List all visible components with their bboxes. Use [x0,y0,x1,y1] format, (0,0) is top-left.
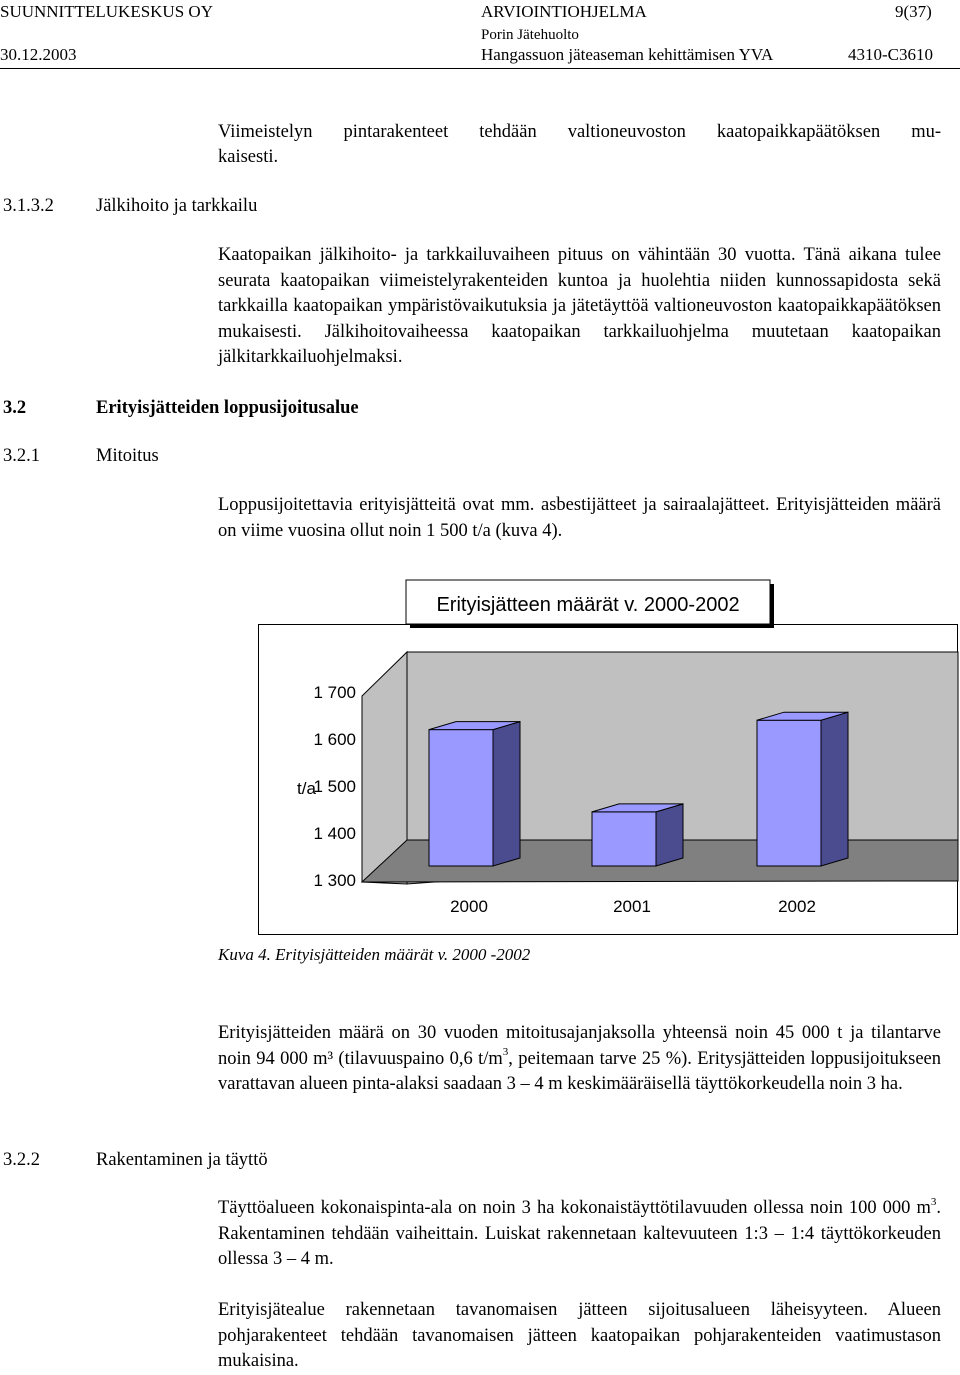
x-tick-label: 2002 [778,897,816,916]
paragraph-321: Loppusijoitettavia erityisjätteitä ovat mm. asbestijätteet ja sairaalajätteet. Erityisjätteiden määrä on viime vuosina ollut noin 1 500 t/a (kuva 4). [218,495,941,541]
header-project: Hangassuon jäteaseman kehittämisen YVA [481,45,774,64]
bar-chart [258,576,960,938]
section-number-322: 3.2.2 [3,1150,40,1170]
header-client: Porin Jätehuolto [481,27,579,43]
bar-2000 [429,730,493,866]
section-number-321: 3.2.1 [3,446,40,466]
superscript: 3 [502,1046,509,1059]
header-date: 30.12.2003 [0,45,77,64]
y-tick-label: 1 300 [313,871,356,890]
bar-2001 [592,812,656,866]
section-number-3132: 3.1.3.2 [3,196,54,216]
section-number-32: 3.2 [3,398,27,418]
chart-title: Erityisjätteen määrät v. 2000-2002 [436,594,740,616]
x-tick-label: 2001 [613,897,651,916]
y-tick-label: 1 700 [313,683,356,702]
section-title-322: Rakentaminen ja täyttö [96,1150,268,1170]
y-axis-label: t/a [297,779,316,798]
header-doc-type: ARVIOINTIOHJELMA [481,2,647,21]
bar-side-2002 [821,712,848,866]
header-page: 9(37) [895,2,932,21]
bar-2002 [757,720,821,866]
bar-side-2001 [656,804,683,866]
x-tick-label: 2000 [450,897,488,916]
y-tick-label: 1 500 [313,777,356,796]
paragraph-322-1-text-end: . Rakentaminen tehdään vaiheittain. Luiskat rakennetaan kaltevuuteen 1:3 – 1:4 täyttökorkeuden ollessa 3 – 4 m. [218,1198,941,1269]
y-tick-label: 1 400 [313,824,356,843]
y-tick-label: 1 600 [313,730,356,749]
paragraph-321-dimensioning-text: Erityisjätteiden määrä on 30 vuoden mitoitusajanjaksolla yhteensä noin 45 000 t ja tilantarve noin 94 000 m³ (tilavuuspaino 0,6 t/m [218,1023,941,1069]
intro-line-2: kaisesti. [218,147,279,167]
header-rule [0,68,960,69]
header-company: SUUNNITTELUKESKUS OY [0,2,213,21]
paragraph-322-1-text: Täyttöalueen kokonaispinta-ala on noin 3 ha kokonaistäyttötilavuuden ollessa noin 100 000 m [218,1198,931,1218]
header-project-code: 4310-C3610 [848,45,933,64]
section-title-32: Erityisjätteiden loppusijoitusalue [96,398,359,418]
section-title-3132: Jälkihoito ja tarkkailu [96,196,258,216]
superscript: 3 [930,1195,937,1208]
section-title-321: Mitoitus [96,446,159,466]
paragraph-321-dimensioning [218,1021,941,1098]
paragraph-3132: Kaatopaikan jälkihoito- ja tarkkailuvaiheen pituus on vähintään 30 vuotta. Tänä aikana tulee seurata kaatopaikan viimeistelyrakenteiden kuntoa ja huolehtia niiden kunnossapidosta sekä tarkkailla kaatopaikan ympäristövaikutuksia ja jätetäyttöä valtioneuvoston kaatopaikkapäätöksen mukaisesti. Jälkihoitovaiheessa kaatopaikan tarkkailuohjelma muutetaan kaatopaikan jälkitarkkailuohjelmaksi. [218,245,941,367]
bar-side-2000 [493,722,520,866]
figure-caption: Kuva 4. Erityisjätteiden määrät v. 2000 -2002 [218,945,531,964]
paragraph-322-2: Erityisjätealue rakennetaan tavanomaisen jätteen sijoitusalueen läheisyyteen. Alueen pohjarakenteet tehdään tavanomaisen jätteen kaatopaikan pohjarakenteiden vaatimustason mukaisina. [218,1300,941,1371]
intro-line-1: Viimeistelyn pintarakenteet tehdään valtioneuvoston kaatopaikkapäätöksen mu- [218,122,941,142]
paragraph-321-dimensioning-text-end: , peitemaan tarve 25 %). Eritysjätteiden loppusijoitukseen varattavan alueen pinta-alaksi saadaan 3 – 4 m keskimääräisellä täyttökorkeudella noin 3 ha. [218,1048,941,1094]
paragraph-322-1 [218,1196,941,1273]
